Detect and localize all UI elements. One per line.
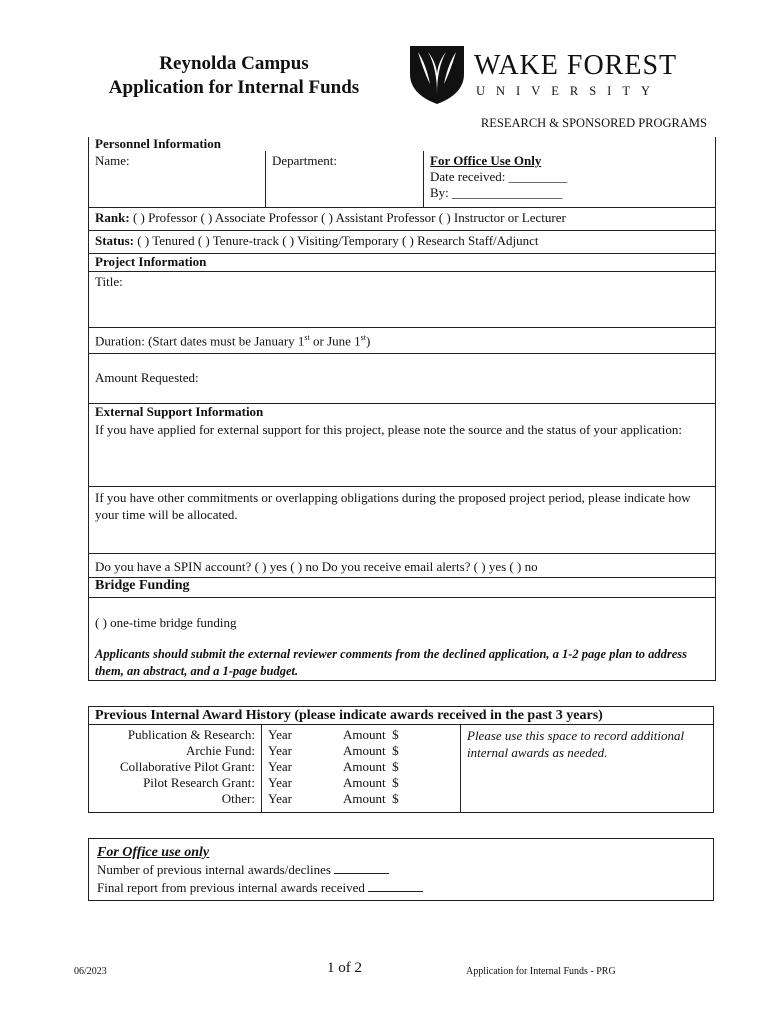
final-report-label: Final report from previous internal awards received [97, 880, 365, 895]
external-support-field[interactable] [89, 421, 715, 486]
duration-text-c: ) [366, 333, 371, 349]
award-amount-label: Amount $ [343, 791, 399, 806]
final-report-line [97, 879, 705, 897]
amount-requested-label: Amount Requested: [95, 370, 199, 385]
award-amount-label: Amount $ [343, 727, 399, 742]
award-labels [89, 725, 262, 812]
final-report-blank[interactable] [368, 881, 423, 892]
award-note: Please use this space to record additional internal awards as needed. [467, 728, 685, 760]
award-type-label: Pilot Research Grant: [143, 775, 255, 790]
previous-awards-label: Number of previous internal awards/declines [97, 862, 331, 877]
award-type-label: Other: [221, 791, 255, 806]
duration-sup2: st [360, 333, 367, 342]
duration-sup1: st [304, 333, 310, 342]
external-q2: If you have other commitments or overlapping obligations during the proposed project period, please indicate how your time will be allocated. [95, 490, 691, 522]
award-row[interactable] [262, 791, 460, 807]
award-year-label: Year [268, 791, 292, 806]
award-history-heading: Previous Internal Award History (please indicate awards received in the past 3 years) [89, 707, 713, 725]
external-heading: External Support Information [89, 403, 715, 421]
award-row[interactable] [262, 775, 460, 791]
status-row[interactable] [89, 230, 715, 253]
page-title-line1: Reynolda Campus [159, 53, 309, 74]
page-title-line2: Application for Internal Funds [108, 77, 360, 98]
wake-forest-shield-logo [408, 44, 466, 106]
rank-label: Rank: [95, 210, 130, 225]
title-label: Title: [95, 274, 123, 289]
logo-university: UNIVERSITY [476, 84, 661, 98]
award-history-box [88, 706, 714, 813]
office-use-box [424, 151, 715, 207]
award-values[interactable] [262, 725, 461, 812]
award-row[interactable] [262, 743, 460, 759]
title-field[interactable] [89, 271, 715, 327]
duration-field[interactable] [89, 327, 715, 353]
office-only-heading: For Office use only [97, 845, 210, 860]
received-by: By: _________________ [430, 185, 563, 200]
office-use-title: For Office Use Only [430, 153, 542, 168]
application-form [88, 137, 716, 681]
footer-doc-title: Application for Internal Funds - PRG [466, 966, 616, 977]
award-year-label: Year [268, 759, 292, 774]
award-amount-label: Amount $ [343, 743, 399, 758]
page-number: 1 of 2 [327, 960, 362, 976]
duration-text-a: Duration: (Start dates must be January 1 [95, 333, 305, 349]
award-type-label: Publication & Research: [127, 727, 255, 742]
amount-requested-field[interactable] [89, 353, 715, 403]
external-q1: If you have applied for external support for this project, please note the source and the status of your application: [95, 422, 682, 437]
department-label: Department: [272, 153, 337, 168]
spin-row[interactable] [89, 553, 715, 577]
date-received: Date received: _________ [430, 169, 568, 184]
award-row[interactable] [262, 727, 460, 743]
name-field[interactable] [89, 151, 266, 207]
personnel-heading: Personnel Information [95, 136, 222, 151]
spin-question: Do you have a SPIN account? ( ) yes ( ) no Do you receive email alerts? ( ) yes ( ) no [95, 559, 538, 574]
project-heading: Project Information [89, 253, 715, 271]
award-type-label: Archie Fund: [186, 743, 255, 758]
previous-awards-blank[interactable] [334, 863, 389, 874]
award-year-label: Year [268, 775, 292, 790]
award-amount-label: Amount $ [343, 775, 399, 790]
bridge-note: Applicants should submit the external reviewer comments from the declined application, a 1-2 page plan to address them, an abstract, and a 1-page budget. [95, 647, 688, 678]
previous-awards-line [97, 861, 705, 879]
footer-date: 06/2023 [74, 966, 107, 977]
rank-row[interactable] [89, 207, 715, 230]
duration-text-b: or June 1 [309, 333, 361, 349]
department-field[interactable] [266, 151, 424, 207]
office-name: RESEARCH & SPONSORED PROGRAMS [480, 116, 707, 130]
award-amount-label: Amount $ [343, 759, 399, 774]
award-row[interactable] [262, 759, 460, 775]
rank-options: ( ) Professor ( ) Associate Professor ( ) Assistant Professor ( ) Instructor or Lecturer [132, 210, 566, 225]
bridge-heading: Bridge Funding [89, 577, 715, 597]
bridge-section [89, 597, 715, 680]
status-options: ( ) Tenured ( ) Tenure-track ( ) Visiting/Temporary ( ) Research Staff/Adjunct [137, 233, 539, 248]
award-year-label: Year [268, 727, 292, 742]
commitments-field[interactable] [89, 486, 715, 553]
office-use-only-box [88, 838, 714, 901]
logo-wordmark: WAKE FOREST [474, 50, 678, 81]
status-label: Status: [95, 233, 135, 248]
bridge-option[interactable]: ( ) one-time bridge funding [95, 615, 237, 630]
award-year-label: Year [268, 743, 292, 758]
name-label: Name: [95, 153, 130, 168]
award-type-label: Collaborative Pilot Grant: [119, 759, 255, 774]
